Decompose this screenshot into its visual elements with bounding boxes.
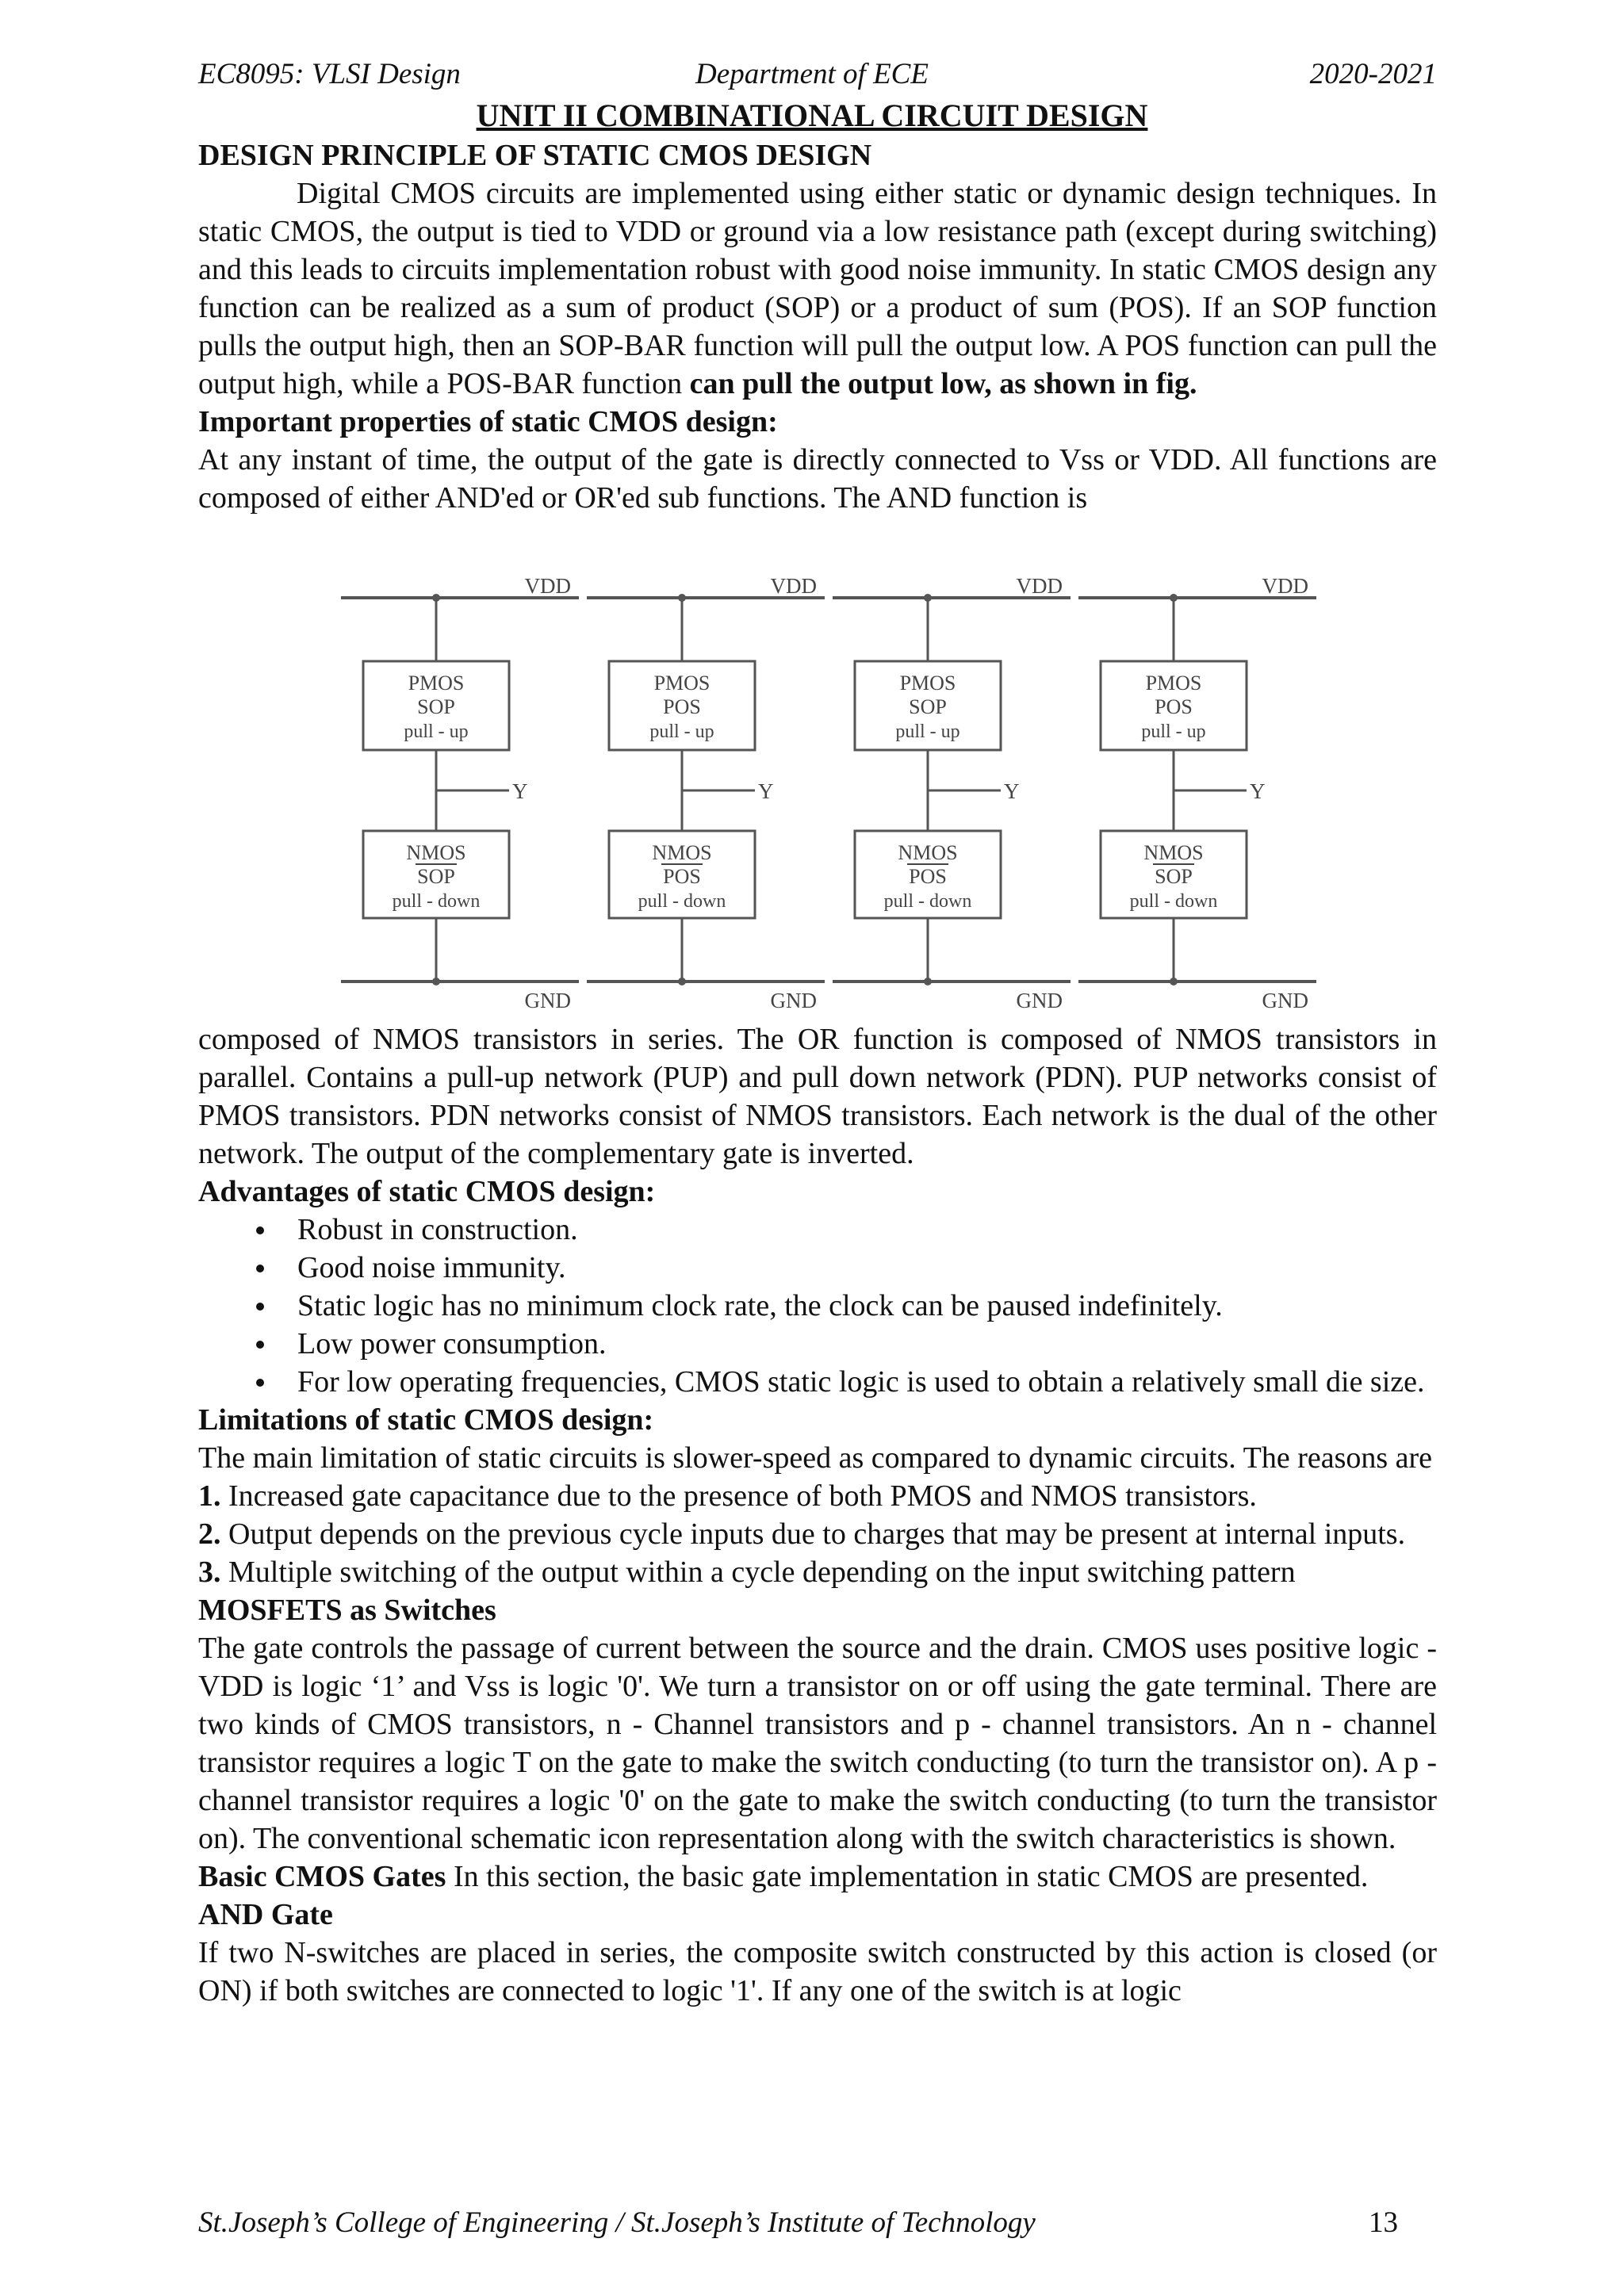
section-heading: Advantages of static CMOS design:: [198, 1175, 656, 1208]
section-heading: Limitations of static CMOS design:: [198, 1403, 654, 1437]
output-y-label: Y: [512, 779, 528, 803]
header-year: 2020-2021: [1309, 58, 1437, 90]
gnd-label: GND: [524, 989, 571, 1012]
footer-institution: St.Joseph’s College of Engineering / St.Joseph’s Institute of Technology: [198, 2206, 1036, 2239]
pull-up-function-label: POS: [663, 695, 701, 718]
pull-up-function-label: SOP: [909, 695, 947, 718]
paragraph: At any instant of time, the output of the gate is directly connected to Vss or VDD. All functions are composed of either AND'ed or OR'ed sub functions. The AND function is: [198, 443, 1437, 515]
section-heading: AND Gate: [198, 1898, 333, 1931]
paragraph-text: In this section, the basic gate implementation in static CMOS are presented.: [446, 1860, 1369, 1893]
list-item: [198, 1363, 1437, 1401]
gnd-label: GND: [770, 989, 817, 1012]
nmos-label: NMOS: [652, 841, 712, 864]
numbered-item: [198, 1515, 1437, 1553]
pull-down-label: pull - down: [1129, 891, 1218, 912]
paragraph-bold-text: can pull the output low, as shown in fig.: [689, 367, 1197, 400]
pull-down-function-label: SOP: [417, 865, 455, 888]
pmos-label: PMOS: [899, 672, 956, 695]
cmos-network-diagram: [341, 569, 1340, 1013]
numbered-item: [198, 1553, 1437, 1591]
pmos-label: PMOS: [408, 672, 465, 695]
paragraph: composed of NMOS transistors in series. The OR function is composed of NMOS transistors in parallel. Contains a pull-up network (PUP) and pull down network (PDN). PUP networks consist of PMOS transistors. PDN networks consist of NMOS transistors. Each network is the dual of the other network. The output of the complementary gate is inverted.: [198, 1023, 1437, 1170]
vdd-label: VDD: [1262, 574, 1308, 598]
bullet-icon: [256, 1226, 264, 1234]
item-number: 1.: [198, 1479, 221, 1513]
pull-up-label: pull - up: [404, 721, 469, 742]
bullet-icon: [256, 1379, 264, 1387]
paragraph: [198, 1858, 1437, 1896]
gnd-label: GND: [1016, 989, 1063, 1012]
pull-up-label: pull - up: [895, 721, 960, 742]
output-y-label: Y: [1250, 779, 1266, 803]
paragraph: The main limitation of static circuits is slower-speed as compared to dynamic circuits. The reasons are: [198, 1441, 1433, 1475]
pull-down-label: pull - down: [392, 891, 481, 912]
pull-down-function-label: SOP: [1155, 865, 1193, 888]
item-text: Multiple switching of the output within a cycle depending on the input switching pattern: [228, 1556, 1296, 1589]
item-number: 3.: [198, 1556, 221, 1589]
gnd-label: GND: [1262, 989, 1308, 1012]
pull-up-label: pull - up: [1141, 721, 1206, 742]
vdd-label: VDD: [1016, 574, 1063, 598]
unit-title: UNIT II COMBINATIONAL CIRCUIT DESIGN: [476, 98, 1148, 133]
paragraph: [198, 174, 1437, 403]
bullet-icon: [256, 1265, 264, 1272]
paragraph: If two N-switches are placed in series, the composite switch constructed by this action is closed (or ON) if both switches are connected to logic '1'. If any one of the switch is at logic: [198, 1936, 1437, 2007]
section-design-principle: [198, 136, 1437, 517]
pull-down-function-label: POS: [663, 865, 701, 888]
list-item-text: For low operating frequencies, CMOS static logic is used to obtain a relatively small die size.: [297, 1365, 1425, 1399]
header-course: EC8095: VLSI Design: [198, 58, 461, 90]
output-y-label: Y: [758, 779, 774, 803]
section-heading: DESIGN PRINCIPLE OF STATIC CMOS DESIGN: [198, 139, 872, 172]
list-item-text: Static logic has no minimum clock rate, the clock can be paused indefinitely.: [297, 1289, 1223, 1322]
header-department: Department of ECE: [695, 58, 929, 90]
pull-up-label: pull - up: [649, 721, 714, 742]
paragraph: The gate controls the passage of current between the source and the drain. CMOS uses positive logic - VDD is logic ‘1’ and Vss is logic '0'. We turn a transistor on or off using the gate terminal. There are two kinds of CMOS transistors, n - Channel transistors and p - channel transistors. An n - channel transistor requires a logic T on the gate to make the switch conducting (to turn the transistor on). A p - channel transistor requires a logic '0' on the gate to make the switch conducting (to turn the transistor on). The conventional schematic icon representation along with the switch characteristics is shown.: [198, 1632, 1437, 1855]
pull-down-label: pull - down: [883, 891, 972, 912]
footer-page-number: 13: [1369, 2206, 1398, 2239]
pull-down-label: pull - down: [638, 891, 726, 912]
list-item-text: Robust in construction.: [297, 1213, 578, 1246]
list-item: [198, 1211, 1437, 1249]
output-y-label: Y: [1004, 779, 1020, 803]
paragraph-text: Digital CMOS circuits are implemented using either static or dynamic design techniques. In static CMOS, the output is tied to VDD or ground via a low resistance path (except during switching) and this leads to circuits implementation robust with good noise immunity. In static CMOS design any function can be realized as a sum of product (SOP) or a product of sum (POS). If an SOP function pulls the output high, then an SOP-BAR function will pull the output low. A POS function can pull the output high, while a POS-BAR function: [198, 177, 1437, 400]
pmos-label: PMOS: [1145, 672, 1202, 695]
advantages-list: [198, 1211, 1437, 1401]
list-item: [198, 1325, 1437, 1363]
numbered-item: [198, 1477, 1437, 1515]
nmos-label: NMOS: [898, 841, 958, 864]
section-heading: Important properties of static CMOS design:: [198, 405, 778, 438]
pull-up-function-label: SOP: [417, 695, 455, 718]
pull-down-function-label: POS: [909, 865, 947, 888]
nmos-label: NMOS: [406, 841, 466, 864]
list-item-text: Good noise immunity.: [297, 1251, 566, 1284]
item-number: 2.: [198, 1517, 221, 1551]
section-properties-continued: [198, 1020, 1437, 2010]
section-heading: MOSFETS as Switches: [198, 1594, 496, 1627]
inline-heading: Basic CMOS Gates: [198, 1860, 446, 1893]
item-text: Increased gate capacitance due to the presence of both PMOS and NMOS transistors.: [228, 1479, 1257, 1513]
nmos-label: NMOS: [1143, 841, 1204, 864]
vdd-label: VDD: [770, 574, 817, 598]
list-item: [198, 1287, 1437, 1325]
list-item-text: Low power consumption.: [297, 1327, 607, 1360]
pull-up-function-label: POS: [1155, 695, 1193, 718]
list-item: [198, 1249, 1437, 1287]
vdd-label: VDD: [524, 574, 571, 598]
pmos-label: PMOS: [653, 672, 710, 695]
bullet-icon: [256, 1341, 264, 1349]
item-text: Output depends on the previous cycle inputs due to charges that may be present at internal inputs.: [228, 1517, 1406, 1551]
bullet-icon: [256, 1303, 264, 1311]
